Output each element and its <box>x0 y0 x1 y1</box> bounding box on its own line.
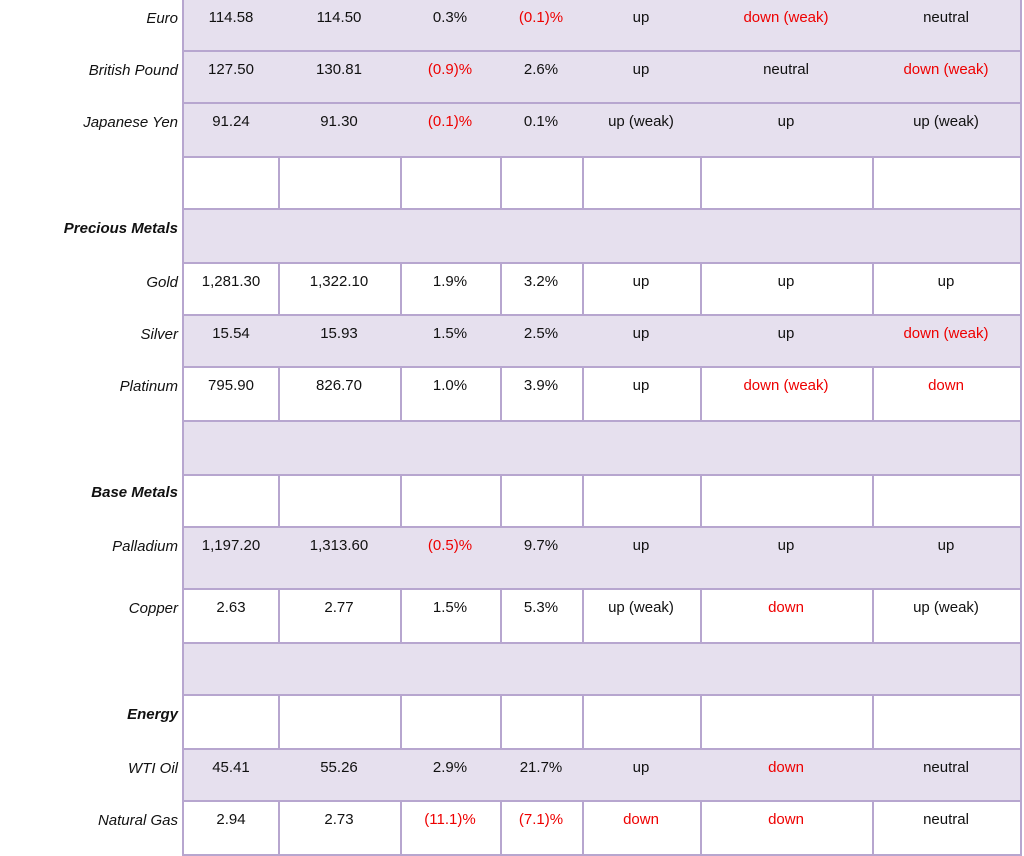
table-cell <box>500 158 584 210</box>
cell-value: 1,197.20 <box>201 537 261 554</box>
cell-value: 91.24 <box>212 113 250 130</box>
row-label: British Pound <box>88 62 178 79</box>
table-cell <box>182 476 280 528</box>
table-cell <box>278 368 402 422</box>
table-cell <box>700 210 874 264</box>
table-cell <box>582 158 702 210</box>
table-cell <box>700 802 874 856</box>
cell-value: (0.1)% <box>427 113 473 130</box>
table-cell <box>500 0 584 52</box>
table-cell <box>500 528 584 590</box>
cell-value: (11.1)% <box>424 811 476 828</box>
cell-value: 114.58 <box>208 9 254 26</box>
section-label: Base Metals <box>91 484 178 501</box>
table-cell <box>278 104 402 158</box>
table-cell <box>872 750 1022 802</box>
cell-value: 130.81 <box>316 61 362 78</box>
cell-value: 2.6% <box>523 61 559 78</box>
cell-value: neutral <box>923 9 969 26</box>
table-cell <box>872 0 1022 52</box>
cell-value: 55.26 <box>320 759 358 776</box>
table-cell <box>278 476 402 528</box>
cell-value: up (weak) <box>608 113 674 130</box>
cell-value: 2.77 <box>324 599 354 616</box>
table-cell <box>582 104 702 158</box>
cell-value: up <box>777 113 795 130</box>
table-cell <box>500 644 584 696</box>
table-cell <box>400 644 502 696</box>
row-label: Platinum <box>119 378 178 395</box>
table-cell <box>582 368 702 422</box>
table-cell <box>400 0 502 52</box>
table-cell <box>700 104 874 158</box>
table-cell <box>872 104 1022 158</box>
cell-value: down <box>623 811 659 828</box>
table-cell <box>400 422 502 476</box>
table-cell <box>700 158 874 210</box>
table-row <box>0 750 1024 802</box>
table-cell <box>182 264 280 316</box>
cell-value: up <box>777 273 795 290</box>
section-label: Precious Metals <box>63 220 178 237</box>
table-cell <box>700 590 874 644</box>
table-cell <box>400 696 502 750</box>
cell-value: down <box>928 377 964 394</box>
cell-value: 2.73 <box>324 811 354 828</box>
table-cell <box>700 750 874 802</box>
table-cell <box>400 476 502 528</box>
table-cell <box>182 750 280 802</box>
section-row <box>0 476 1024 528</box>
table-cell <box>872 422 1022 476</box>
table-cell <box>582 210 702 264</box>
cell-value: (0.1)% <box>518 9 564 26</box>
cell-value: up <box>937 537 955 554</box>
table-cell <box>582 528 702 590</box>
table-cell <box>872 590 1022 644</box>
table-cell <box>278 158 402 210</box>
table-cell <box>500 750 584 802</box>
table-cell <box>400 264 502 316</box>
table-cell <box>872 368 1022 422</box>
cell-value: 795.90 <box>208 377 254 394</box>
table-cell <box>182 0 280 52</box>
section-row <box>0 210 1024 264</box>
cell-value: 21.7% <box>519 759 563 776</box>
cell-value: 114.50 <box>316 9 362 26</box>
cell-value: neutral <box>923 759 969 776</box>
table-cell <box>872 158 1022 210</box>
cell-value: down (weak) <box>903 325 989 342</box>
table-row <box>0 158 1024 210</box>
cell-value: up (weak) <box>608 599 674 616</box>
cell-value: 3.2% <box>523 273 559 290</box>
table-cell <box>582 644 702 696</box>
cell-value: 826.70 <box>316 377 362 394</box>
table-row <box>0 422 1024 476</box>
table-row <box>0 104 1024 158</box>
cell-value: up (weak) <box>913 113 979 130</box>
table-cell <box>582 802 702 856</box>
cell-value: up <box>937 273 955 290</box>
table-cell <box>278 210 402 264</box>
table-cell <box>872 644 1022 696</box>
table-cell <box>700 264 874 316</box>
table-cell <box>278 802 402 856</box>
table-cell <box>278 590 402 644</box>
table-cell <box>872 802 1022 856</box>
table-cell <box>182 368 280 422</box>
row-label: Silver <box>140 326 178 343</box>
row-label: Natural Gas <box>97 812 178 829</box>
table-cell <box>400 210 502 264</box>
table-cell <box>182 802 280 856</box>
table-cell <box>182 528 280 590</box>
table-row <box>0 52 1024 104</box>
table-cell <box>500 264 584 316</box>
cell-value: 1,281.30 <box>201 273 261 290</box>
table-cell <box>500 210 584 264</box>
cell-value: up <box>777 537 795 554</box>
table-cell <box>872 476 1022 528</box>
cell-value: 15.54 <box>212 325 250 342</box>
table-cell <box>700 52 874 104</box>
table-cell <box>500 52 584 104</box>
table-cell <box>182 590 280 644</box>
table-cell <box>278 0 402 52</box>
row-label: Euro <box>146 10 178 27</box>
table-cell <box>872 316 1022 368</box>
table-row <box>0 644 1024 696</box>
table-cell <box>182 158 280 210</box>
table-cell <box>700 0 874 52</box>
table-row <box>0 528 1024 590</box>
cell-value: down <box>768 759 804 776</box>
table-cell <box>182 52 280 104</box>
table-cell <box>278 696 402 750</box>
table-cell <box>872 52 1022 104</box>
cell-value: 45.41 <box>212 759 250 776</box>
cell-value: 2.9% <box>432 759 468 776</box>
table-cell <box>500 696 584 750</box>
table-cell <box>582 0 702 52</box>
cell-value: 1.5% <box>432 325 468 342</box>
cell-value: 2.94 <box>216 811 246 828</box>
table-cell <box>400 104 502 158</box>
cell-value: 15.93 <box>320 325 358 342</box>
table-cell <box>400 750 502 802</box>
cell-value: (7.1)% <box>518 811 564 828</box>
table-cell <box>700 644 874 696</box>
table-row <box>0 590 1024 644</box>
cell-value: 1,313.60 <box>309 537 369 554</box>
table-cell <box>278 528 402 590</box>
row-label: Japanese Yen <box>83 114 178 131</box>
table-cell <box>582 750 702 802</box>
table-cell <box>278 422 402 476</box>
cell-value: up <box>777 325 795 342</box>
table-cell <box>700 316 874 368</box>
cell-value: up <box>632 61 650 78</box>
table-cell <box>182 422 280 476</box>
table-cell <box>700 422 874 476</box>
cell-value: down <box>768 811 804 828</box>
cell-value: down (weak) <box>743 9 829 26</box>
cell-value: 2.63 <box>216 599 246 616</box>
table-cell <box>500 422 584 476</box>
table-row <box>0 0 1024 52</box>
cell-value: up <box>632 325 650 342</box>
table-cell <box>500 104 584 158</box>
table-cell <box>872 696 1022 750</box>
cell-value: neutral <box>923 811 969 828</box>
table-row <box>0 802 1024 856</box>
table-cell <box>582 422 702 476</box>
table-cell <box>278 644 402 696</box>
cell-value: 1.0% <box>432 377 468 394</box>
cell-value: 0.3% <box>432 9 468 26</box>
cell-value: 127.50 <box>208 61 254 78</box>
cell-value: up <box>632 377 650 394</box>
cell-value: up <box>632 537 650 554</box>
cell-value: 1,322.10 <box>309 273 369 290</box>
table-cell <box>582 264 702 316</box>
table-cell <box>500 368 584 422</box>
table-cell <box>400 368 502 422</box>
table-cell <box>700 476 874 528</box>
table-cell <box>400 590 502 644</box>
table-cell <box>872 210 1022 264</box>
table-cell <box>278 750 402 802</box>
cell-value: up (weak) <box>913 599 979 616</box>
table-cell <box>182 696 280 750</box>
table-cell <box>182 644 280 696</box>
table-cell <box>400 158 502 210</box>
table-cell <box>872 264 1022 316</box>
row-label: Copper <box>128 600 178 617</box>
table-cell <box>278 264 402 316</box>
cell-value: 1.5% <box>432 599 468 616</box>
table-cell <box>400 528 502 590</box>
cell-value: 0.1% <box>523 113 559 130</box>
cell-value: (0.5)% <box>427 537 473 554</box>
cell-value: 5.3% <box>523 599 559 616</box>
row-label: Palladium <box>112 538 178 555</box>
cell-value: 9.7% <box>523 537 559 554</box>
cell-value: up <box>632 273 650 290</box>
table-cell <box>278 52 402 104</box>
table-cell <box>400 316 502 368</box>
table-cell <box>400 802 502 856</box>
row-label: WTI Oil <box>128 760 178 777</box>
cell-value: down <box>768 599 804 616</box>
table-cell <box>872 528 1022 590</box>
table-cell <box>278 316 402 368</box>
cell-value: up <box>632 9 650 26</box>
cell-value: up <box>632 759 650 776</box>
table-row <box>0 316 1024 368</box>
section-row <box>0 696 1024 750</box>
table-cell <box>582 696 702 750</box>
table-cell <box>700 696 874 750</box>
cell-value: down (weak) <box>903 61 989 78</box>
cell-value: 91.30 <box>320 113 358 130</box>
table-row <box>0 264 1024 316</box>
table-cell <box>700 368 874 422</box>
cell-value: down (weak) <box>743 377 829 394</box>
cell-value: (0.9)% <box>427 61 473 78</box>
cell-value: neutral <box>763 61 809 78</box>
table-cell <box>500 316 584 368</box>
table-cell <box>700 528 874 590</box>
table-cell <box>582 476 702 528</box>
table-cell <box>182 104 280 158</box>
cell-value: 3.9% <box>523 377 559 394</box>
table-cell <box>182 210 280 264</box>
table-cell <box>400 52 502 104</box>
table-row <box>0 368 1024 422</box>
table-cell <box>582 590 702 644</box>
table-cell <box>582 52 702 104</box>
cell-value: 1.9% <box>432 273 468 290</box>
table-cell <box>500 590 584 644</box>
table-cell <box>582 316 702 368</box>
table-cell <box>500 476 584 528</box>
table-cell <box>182 316 280 368</box>
cell-value: 2.5% <box>523 325 559 342</box>
table-cell <box>500 802 584 856</box>
row-label: Gold <box>146 274 178 291</box>
section-label: Energy <box>127 706 178 723</box>
